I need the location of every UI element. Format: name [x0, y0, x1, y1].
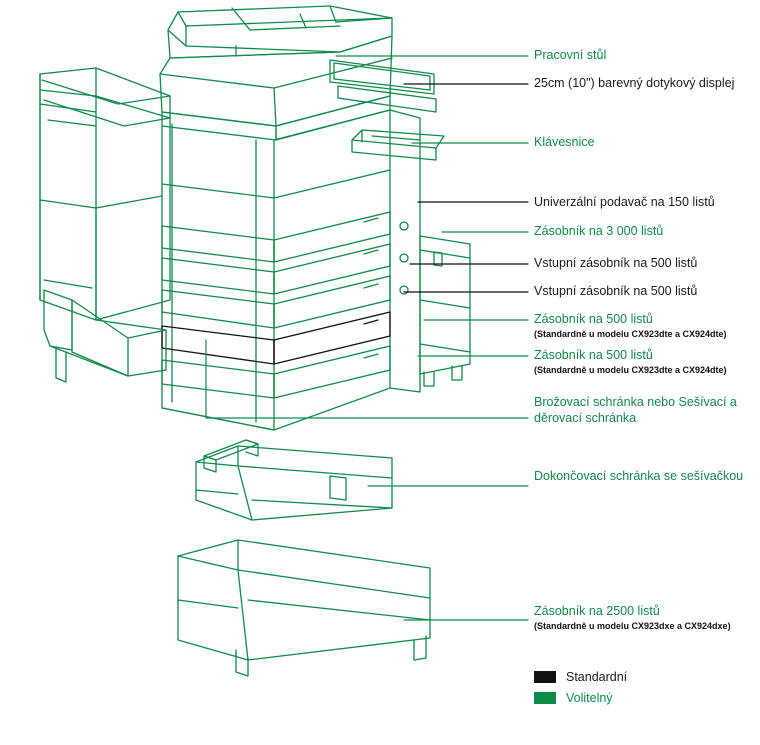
callout-worktable: [534, 48, 606, 64]
callout-keyboard: [534, 135, 594, 151]
legend-label-standard: Standardní: [566, 669, 628, 684]
callout-tray-500-a: [534, 312, 727, 340]
callout-label-line2: děrovací schránka: [534, 410, 637, 425]
callout-note: (Standardně u modelu CX923dte a CX924dte): [534, 328, 727, 339]
callout-touchscreen: [534, 76, 734, 92]
callout-note: (Standardně u modelu CX923dte a CX924dte): [534, 364, 727, 375]
legend-swatch-standard: [534, 671, 556, 683]
callout-label: Klávesnice: [534, 135, 595, 149]
hcf-art: [420, 236, 470, 386]
callout-input-tray-500-a: [534, 256, 697, 272]
callout-label: Brožovací schránka nebo Sešívací a: [534, 395, 737, 409]
tray-2500-art: [178, 540, 430, 676]
scanner-top-art: [160, 36, 392, 140]
legend-swatch-optional: [534, 692, 556, 704]
keyboard-art: [352, 130, 444, 160]
callout-tray-2500: [534, 604, 731, 632]
callout-label: Vstupní zásobník na 500 listů: [534, 284, 698, 298]
paper-trays-art: [162, 212, 408, 398]
callout-label: Zásobník na 500 listů: [534, 348, 653, 362]
callout-multipurpose-feeder: [534, 195, 715, 211]
callout-label: Zásobník na 500 listů: [534, 312, 653, 326]
legend-label-optional: Volitelný: [566, 690, 613, 705]
callout-booklet-finisher: [534, 395, 737, 426]
callout-label: Pracovní stůl: [534, 48, 607, 62]
callout-label: Vstupní zásobník na 500 listů: [534, 256, 698, 270]
leader-lines: [206, 56, 528, 620]
legend-row-standard: [534, 668, 627, 685]
staple-finisher-art: [196, 440, 392, 520]
callout-staple-finisher: [534, 469, 743, 485]
printer-body-art: [162, 110, 420, 430]
legend-row-optional: [534, 689, 627, 706]
control-panel-art: [330, 60, 436, 112]
callout-note: (Standardně u modelu CX923dxe a CX924dxe): [534, 620, 731, 631]
callout-label: Univerzální podavač na 150 listů: [534, 195, 715, 209]
callout-input-tray-500-b: [534, 284, 697, 300]
callout-label: Zásobník na 2500 listů: [534, 604, 660, 618]
document-feeder-art: [168, 6, 392, 58]
callout-tray-3000: [534, 224, 663, 240]
callout-label: Dokončovací schránka se sešívačkou: [534, 469, 744, 483]
callout-tray-500-b: [534, 348, 727, 376]
legend: [534, 668, 627, 710]
booklet-finisher-art: [40, 68, 170, 382]
callout-label: 25cm (10") barevný dotykový displej: [534, 76, 735, 90]
callout-label: Zásobník na 3 000 listů: [534, 224, 664, 238]
